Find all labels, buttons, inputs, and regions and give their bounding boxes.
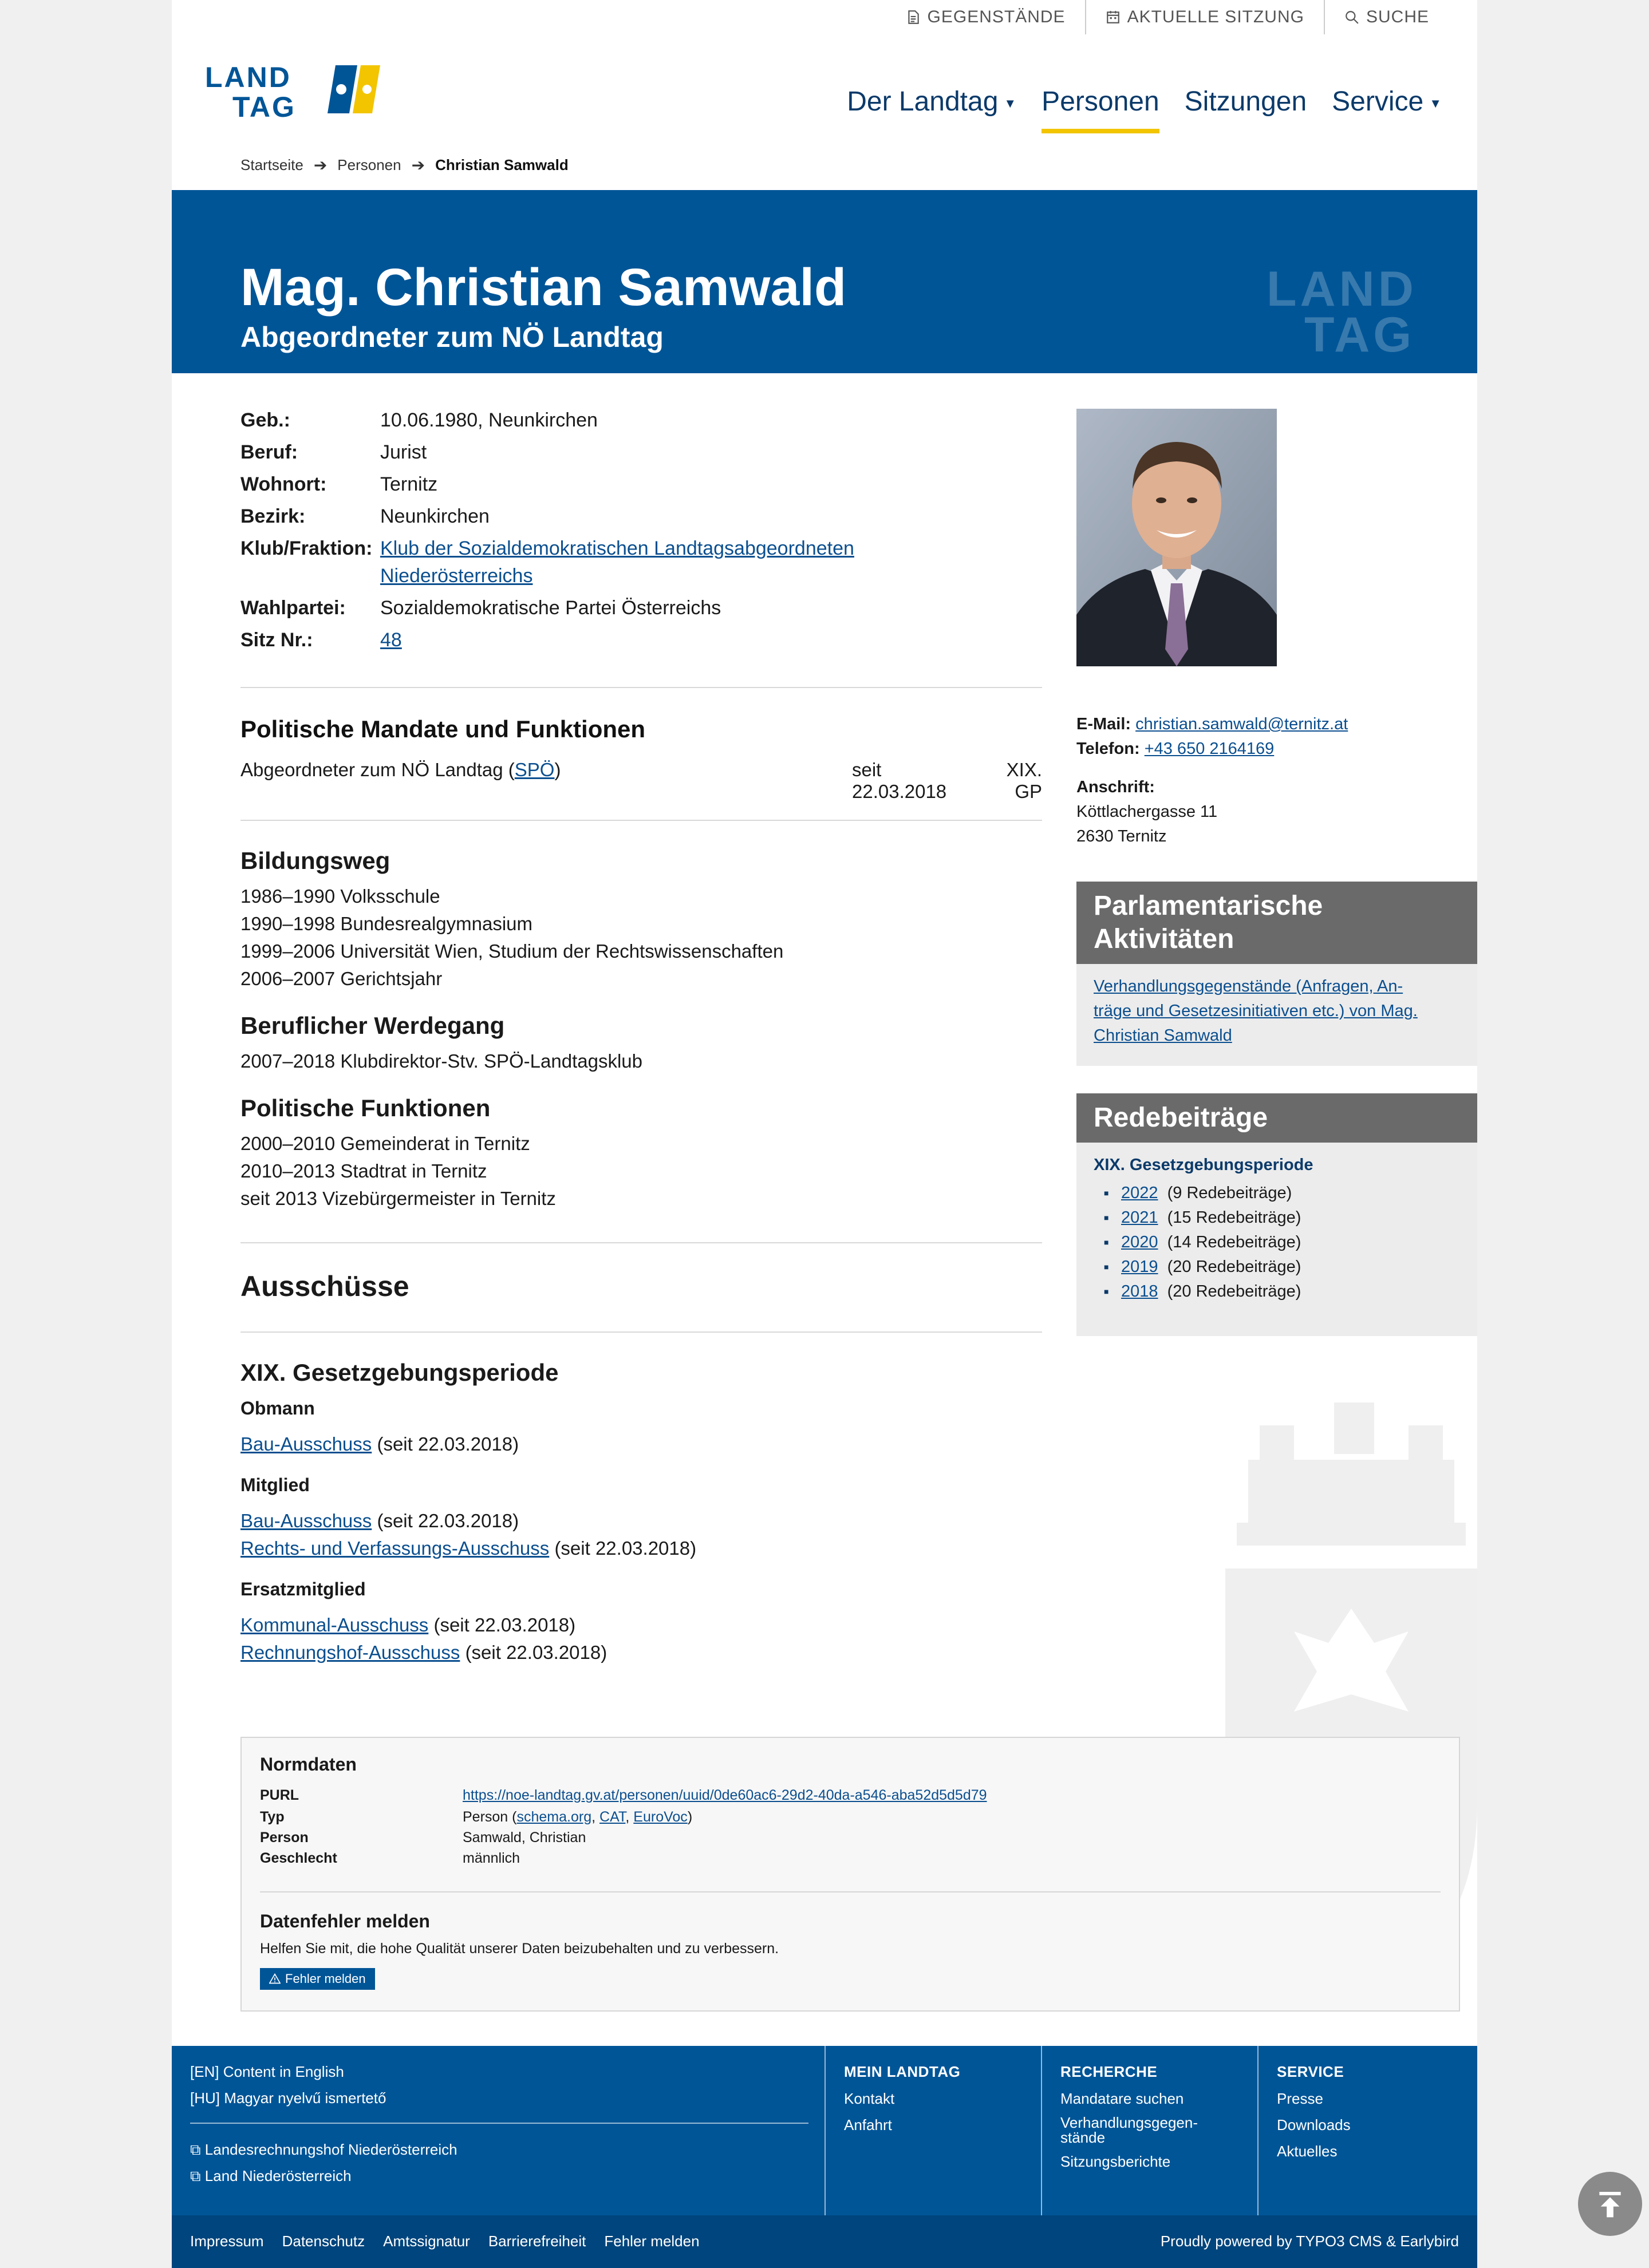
detail-value: Jurist (380, 441, 427, 463)
nav-personen[interactable] (1029, 86, 1171, 133)
detail-value: Sozialdemokratische Partei Österreichs (380, 597, 721, 619)
breadcrumb-startseite[interactable]: Startseite (240, 156, 303, 173)
normdaten-row (260, 1809, 692, 1826)
year-link[interactable]: 2019 (1121, 1258, 1158, 1276)
divider (260, 1891, 1441, 1892)
klub-link[interactable] (380, 538, 854, 587)
hero-banner (172, 190, 1477, 373)
aktivitaeten-box (1076, 882, 1477, 1066)
normdaten-heading: Normdaten (260, 1754, 357, 1775)
footer-col-recherche (1041, 2046, 1259, 2215)
year-count: (20 Redebeiträge) (1167, 1258, 1301, 1276)
mitglied-heading: Mitglied (240, 1475, 310, 1495)
list-item: 1999–2006 Universität Wien, Studium der Rechtswissenschaften (240, 941, 784, 962)
detail-value: Neunkirchen (380, 505, 490, 527)
person-details (240, 406, 1042, 658)
footer-col-service (1257, 2046, 1477, 2215)
nav-service[interactable] (1319, 86, 1454, 133)
redebeitraege-heading: Redebeiträge (1076, 1093, 1477, 1143)
klub-link-line2: Niederösterreichs (380, 565, 533, 587)
util-suche-link[interactable] (1324, 0, 1449, 34)
year-link[interactable]: 2018 (1121, 1282, 1158, 1301)
presse-link[interactable]: Presse (1277, 2090, 1323, 2107)
arrow-right-icon: ➔ (411, 156, 425, 174)
mandate-title-prefix: Abgeordneter zum NÖ Landtag ( (240, 759, 515, 780)
obmann-heading: Obmann (240, 1398, 315, 1419)
footer-heading: SERVICE (1277, 2063, 1344, 2080)
arrow-up-icon (1594, 2188, 1626, 2220)
committee-since: (seit 22.03.2018) (433, 1614, 576, 1635)
address-street: Köttlachergasse 11 (1076, 803, 1218, 821)
page-title: Mag. Christian Samwald (240, 258, 847, 317)
detail-key: Sitz Nr.: (240, 629, 313, 651)
committee-since: (seit 22.03.2018) (465, 1642, 607, 1663)
verhandlungsgegenstaende-footer-link[interactable]: Verhandlungsgegen- stände (1060, 2114, 1198, 2146)
downloads-link[interactable]: Downloads (1277, 2116, 1351, 2133)
email-link[interactable]: christian.samwald@ternitz.at (1135, 715, 1348, 733)
purl-link[interactable]: https://noe-landtag.gv.at/personen/uuid/0de60ac6-29d2-40da-a546-aba52d5d5d79 (463, 1787, 987, 1803)
detail-row (240, 626, 1042, 654)
land-noe-link[interactable]: ⧉ Land Niederösterreich (190, 2167, 352, 2184)
page (172, 0, 1477, 2268)
committee-item (240, 1507, 1042, 1535)
year-count: (15 Redebeiträge) (1167, 1208, 1301, 1227)
anfahrt-link[interactable]: Anfahrt (844, 2116, 892, 2133)
list-item: 2010–2013 Stadtrat in Ternitz (240, 1160, 487, 1182)
warning-icon (269, 1973, 281, 1985)
email-row (1076, 712, 1348, 737)
report-error-button[interactable] (260, 1968, 375, 1990)
portrait-photo (1076, 409, 1277, 666)
detail-row (240, 594, 1042, 622)
breadcrumb-current: Christian Samwald (435, 156, 569, 173)
mandate-row (240, 759, 1042, 803)
lang-links (190, 2062, 386, 2115)
impressum-link[interactable]: Impressum (190, 2233, 264, 2250)
utility-nav (886, 0, 1449, 34)
datenschutz-link[interactable]: Datenschutz (282, 2233, 365, 2250)
ersatz-heading: Ersatzmitglied (240, 1579, 366, 1599)
detail-row (240, 438, 1042, 466)
committee-since: (seit 22.03.2018) (377, 1510, 519, 1531)
cat-link[interactable]: CAT (599, 1809, 626, 1825)
aktivitaeten-body (1076, 964, 1477, 1064)
report-error-label: Fehler melden (285, 1971, 366, 1986)
committee-since: (seit 22.03.2018) (554, 1538, 697, 1559)
obmann-section (240, 1398, 1042, 1458)
chevron-down-icon: ▼ (1429, 96, 1442, 110)
normdaten-row (260, 1787, 987, 1804)
committee-link[interactable]: Bau-Ausschuss (240, 1510, 372, 1531)
phone-row (1076, 737, 1348, 761)
detail-value: Ternitz (380, 473, 438, 495)
watermark-line2: TAG (1304, 307, 1415, 356)
divider (240, 820, 1042, 821)
typ-value: Person (schema.org, CAT, EuroVoc) (463, 1809, 693, 1825)
committee-link[interactable]: Bau-Ausschuss (240, 1433, 372, 1455)
committee-item (240, 1431, 1042, 1458)
footer (172, 2046, 1477, 2215)
kontakt-link[interactable]: Kontakt (844, 2090, 895, 2107)
bildungsweg-heading: Bildungsweg (240, 847, 390, 874)
werdegang-heading: Beruflicher Werdegang (240, 1012, 505, 1039)
main-nav (834, 86, 1454, 133)
detail-row (240, 503, 1042, 530)
external-links (190, 2140, 457, 2192)
phone-link[interactable]: +43 650 2164169 (1144, 740, 1275, 758)
year-link[interactable]: 2020 (1121, 1233, 1158, 1251)
year-link[interactable]: 2022 (1121, 1184, 1158, 1202)
redebeitraege-list (1094, 1181, 1460, 1304)
detail-key: Wahlpartei: (240, 597, 346, 619)
barrierefreiheit-link[interactable]: Barrierefreiheit (488, 2233, 586, 2250)
person-value: Samwald, Christian (463, 1830, 586, 1846)
mandate-since: seit 22.03.2018 (852, 759, 947, 802)
list-item: 2006–2007 Gerichtsjahr (240, 968, 443, 989)
ausschuesse-heading: Ausschüsse (240, 1270, 409, 1302)
report-text: Helfen Sie mit, die hohe Qualität unserer Daten beizubehalten und zu verbessern. (260, 1941, 779, 1957)
committee-item (240, 1535, 1042, 1562)
amtssignatur-link[interactable]: Amtssignatur (383, 2233, 470, 2250)
detail-key: Wohnort: (240, 473, 327, 495)
list-item: 1986–1990 Volksschule (240, 886, 440, 907)
list-item: 1990–1998 Bundesrealgymnasium (240, 913, 533, 934)
committee-link[interactable]: Rechts- und Verfassungs-Ausschuss (240, 1538, 550, 1559)
normdaten-row (260, 1830, 586, 1846)
list-item (1121, 1230, 1460, 1255)
detail-key: Geb.: (240, 409, 290, 431)
lang-en-link[interactable]: [EN] Content in English (190, 2063, 344, 2080)
funktionen-heading: Politische Funktionen (240, 1095, 491, 1121)
bildungsweg-section (240, 847, 1042, 993)
year-count: (14 Redebeiträge) (1167, 1233, 1301, 1251)
external-link-icon: ⧉ (190, 2141, 205, 2158)
committee-item (240, 1639, 1042, 1666)
detail-row (240, 535, 1042, 590)
search-icon (1344, 10, 1359, 25)
eurovoc-link[interactable]: EuroVoc (633, 1809, 688, 1825)
divider (240, 1242, 1042, 1243)
footer-bottom-bar (172, 2215, 1477, 2268)
mandate-title (240, 759, 852, 803)
mandates-heading: Politische Mandate und Funktionen (240, 716, 646, 742)
logo-line1: LAND (205, 62, 291, 93)
nav-der-landtag[interactable] (834, 86, 1029, 133)
chevron-down-icon: ▼ (1004, 96, 1017, 110)
email-label: E-Mail: (1076, 715, 1131, 733)
year-count: (20 Redebeiträge) (1167, 1282, 1301, 1301)
footer-heading: MEIN LANDTAG (844, 2063, 961, 2080)
footer-heading: RECHERCHE (1060, 2063, 1158, 2080)
scroll-to-top-button[interactable] (1578, 2172, 1642, 2236)
nav-sitzungen[interactable] (1172, 86, 1320, 133)
list-item (1121, 1279, 1460, 1304)
werdegang-section (240, 1012, 1042, 1075)
divider (240, 1331, 1042, 1333)
detail-key: Beruf: (240, 441, 298, 463)
list-item: 2000–2010 Gemeinderat in Ternitz (240, 1133, 530, 1154)
gender-label: Geschlecht (260, 1850, 337, 1866)
landtag-logo[interactable] (205, 62, 382, 119)
list-item (1121, 1206, 1460, 1230)
nav-sitzungen-label: Sitzungen (1184, 86, 1307, 117)
calendar-icon (1106, 10, 1121, 25)
ausschuesse-period-heading: XIX. Gesetzgebungsperiode (240, 1359, 559, 1386)
footer-col-mein-landtag (824, 2046, 1042, 2215)
phone-label: Telefon: (1076, 740, 1140, 758)
list-item (1121, 1255, 1460, 1279)
seat-link[interactable]: 48 (380, 629, 402, 651)
klub-link-wrapper (380, 535, 1042, 590)
logo-line2: TAG (232, 91, 296, 119)
mitglied-section (240, 1475, 1042, 1562)
redebeitraege-body (1076, 1143, 1477, 1320)
external-link-icon: ⧉ (190, 2167, 205, 2184)
purl-label: PURL (260, 1787, 299, 1803)
schema-org-link[interactable]: schema.org (516, 1809, 592, 1825)
util-gegenstaende-label: GEGENSTÄNDE (927, 7, 1066, 26)
ersatz-section (240, 1579, 1042, 1666)
gender-value: männlich (463, 1850, 520, 1866)
util-suche-label: SUCHE (1366, 7, 1429, 26)
report-heading: Datenfehler melden (260, 1911, 430, 1931)
klub-link-line1: Klub der Sozialdemokratischen Landtagsabgeordneten (380, 538, 854, 559)
page-subtitle: Abgeordneter zum NÖ Landtag (240, 321, 664, 353)
funktionen-section (240, 1095, 1042, 1212)
verhandlungsgegenstaende-link[interactable]: Verhandlungsgegenstände (Anfragen, An- träge und Gesetzesinitiativen etc.) von Mag. Christian Samwald (1094, 977, 1418, 1045)
list-item (1121, 1181, 1460, 1206)
committee-since: (seit 22.03.2018) (377, 1433, 519, 1455)
normdaten-row (260, 1850, 520, 1867)
footer-col-language (172, 2046, 824, 2215)
typ-label: Typ (260, 1809, 285, 1825)
landtag-watermark-logo (1267, 270, 1455, 356)
year-link[interactable]: 2021 (1121, 1208, 1158, 1227)
aktivitaeten-heading: Parlamentarische Aktivitäten (1076, 882, 1477, 964)
mandate-title-suffix: ) (554, 759, 561, 780)
address-label: Anschrift: (1076, 778, 1155, 796)
nav-personen-label: Personen (1042, 86, 1159, 117)
util-aktuelle-sitzung-label: AKTUELLE SITZUNG (1127, 7, 1304, 26)
committee-link[interactable]: Rechnungshof-Ausschuss (240, 1642, 460, 1663)
lang-hu-link[interactable]: [HU] Magyar nyelvű ismertető (190, 2089, 386, 2107)
detail-value: 10.06.1980, Neunkirchen (380, 409, 598, 431)
breadcrumb-personen[interactable]: Personen (337, 156, 401, 173)
year-count: (9 Redebeiträge) (1167, 1184, 1292, 1202)
seat-value (380, 626, 1042, 654)
nav-service-label: Service (1332, 86, 1424, 117)
powered-by: Proudly powered by TYPO3 CMS & Earlybird (1160, 2233, 1459, 2250)
detail-row (240, 406, 1042, 434)
landesrechnungshof-link[interactable]: ⧉ Landesrechnungshof Niederösterreich (190, 2141, 457, 2158)
list-item: seit 2013 Vizebürgermeister in Ternitz (240, 1188, 556, 1209)
aktuelles-link[interactable]: Aktuelles (1277, 2143, 1338, 2160)
redebeitraege-box (1076, 1093, 1477, 1336)
normdaten-box (240, 1737, 1460, 2012)
detail-row (240, 471, 1042, 498)
nav-der-landtag-label: Der Landtag (847, 86, 999, 117)
breadcrumb (240, 156, 569, 175)
legal-links (190, 2233, 700, 2250)
redebeitraege-period: XIX. Gesetzgebungsperiode (1094, 1156, 1313, 1174)
list-item: 2007–2018 Klubdirektor-Stv. SPÖ-Landtagsklub (240, 1050, 642, 1072)
mandatare-suchen-link[interactable]: Mandatare suchen (1060, 2090, 1184, 2107)
arrow-right-icon: ➔ (313, 156, 328, 174)
detail-key: Bezirk: (240, 505, 306, 527)
util-gegenstaende-link[interactable] (886, 0, 1085, 34)
divider (190, 2123, 808, 2124)
party-link[interactable]: SPÖ (514, 759, 555, 780)
contact-info (1076, 712, 1348, 849)
sitzungsberichte-link[interactable]: Sitzungsberichte (1060, 2153, 1171, 2170)
watermark-line1: LAND (1267, 270, 1417, 317)
person-label: Person (260, 1830, 309, 1846)
address-city: 2630 Ternitz (1076, 827, 1167, 845)
mandate-period: XIX. GP (1006, 759, 1042, 802)
committee-link[interactable]: Kommunal-Ausschuss (240, 1614, 429, 1635)
document-icon (906, 10, 921, 25)
util-aktuelle-sitzung-link[interactable] (1085, 0, 1324, 34)
committee-item (240, 1611, 1042, 1639)
divider (240, 687, 1042, 688)
fehler-melden-link[interactable]: Fehler melden (604, 2233, 700, 2250)
detail-key: Klub/Fraktion: (240, 538, 373, 559)
